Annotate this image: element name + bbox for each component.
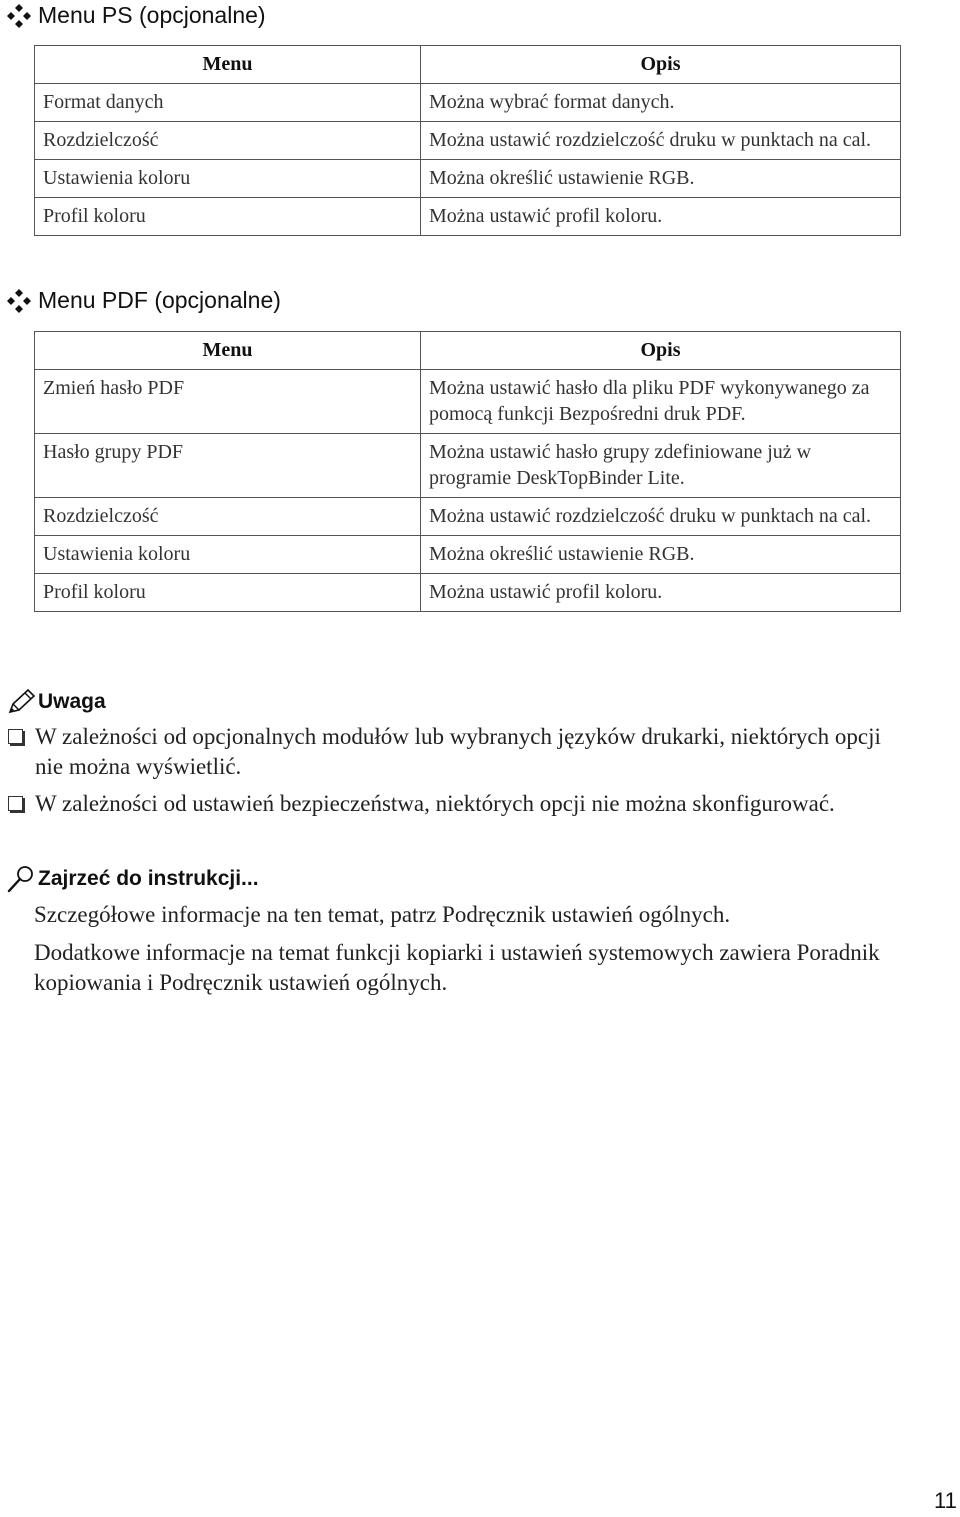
table-row <box>35 370 901 434</box>
opis-cell: Można ustawić hasło dla pliku PDF wykonywanego za pomocą funkcji Bezpośredni druk PDF. <box>421 370 901 434</box>
reference-title: Zajrzeć do instrukcji... <box>38 867 259 890</box>
pdf-menu-table <box>34 331 901 612</box>
pencil-icon <box>6 688 36 716</box>
section-heading-ps <box>6 2 266 29</box>
note-heading <box>6 688 106 716</box>
menu-cell: Zmień hasło PDF <box>35 370 421 434</box>
table-header-row <box>35 46 901 84</box>
opis-cell: Można ustawić rozdzielczość druku w punktach na cal. <box>421 122 901 160</box>
menu-cell: Rozdzielczość <box>35 498 421 536</box>
opis-cell: Można ustawić hasło grupy zdefiniowane już w programie DeskTopBinder Lite. <box>421 434 901 498</box>
table-row <box>35 198 901 236</box>
column-header-menu: Menu <box>35 46 421 84</box>
note-item <box>8 722 908 782</box>
menu-cell: Profil koloru <box>35 574 421 612</box>
section-title: Menu PS (opcjonalne) <box>38 2 266 28</box>
checkbox-icon <box>8 729 23 744</box>
table-row <box>35 122 901 160</box>
checkbox-icon <box>8 796 23 811</box>
menu-cell: Ustawienia koloru <box>35 536 421 574</box>
table-row <box>35 84 901 122</box>
diamond-cluster-icon <box>6 288 32 314</box>
column-header-opis: Opis <box>421 332 901 370</box>
opis-cell: Można ustawić profil koloru. <box>421 198 901 236</box>
note-item <box>8 789 908 819</box>
reference-heading <box>6 864 259 894</box>
table-row <box>35 498 901 536</box>
table-header-row <box>35 332 901 370</box>
reference-paragraph: Szczegółowe informacje na ten temat, patrz Podręcznik ustawień ogólnych. <box>34 902 731 927</box>
magnifier-icon <box>6 864 36 894</box>
opis-cell: Można ustawić profil koloru. <box>421 574 901 612</box>
opis-cell: Można ustawić rozdzielczość druku w punktach na cal. <box>421 498 901 536</box>
menu-cell: Ustawienia koloru <box>35 160 421 198</box>
menu-cell: Profil koloru <box>35 198 421 236</box>
menu-cell: Hasło grupy PDF <box>35 434 421 498</box>
opis-cell: Można wybrać format danych. <box>421 84 901 122</box>
table-row <box>35 536 901 574</box>
opis-cell: Można określić ustawienie RGB. <box>421 160 901 198</box>
reference-paragraph: Dodatkowe informacje na temat funkcji kopiarki i ustawień systemowych zawiera Poradnik kopiowania i Podręcznik ustawień ogólnych. <box>34 940 880 995</box>
note-item-text: W zależności od ustawień bezpieczeństwa, niektórych opcji nie można skonfigurować. <box>35 791 835 816</box>
table-row <box>35 574 901 612</box>
table-row <box>35 434 901 498</box>
page-number: 11 <box>934 1488 957 1513</box>
column-header-opis: Opis <box>421 46 901 84</box>
diamond-cluster-icon <box>6 3 32 29</box>
ps-menu-table <box>34 45 901 236</box>
menu-cell: Format danych <box>35 84 421 122</box>
section-heading-pdf <box>6 287 281 314</box>
note-item-text: W zależności od opcjonalnych modułów lub wybranych języków drukarki, niektórych opcji nie można wyświetlić. <box>35 724 881 779</box>
column-header-menu: Menu <box>35 332 421 370</box>
menu-cell: Rozdzielczość <box>35 122 421 160</box>
section-title: Menu PDF (opcjonalne) <box>38 287 281 313</box>
note-title: Uwaga <box>38 690 106 713</box>
opis-cell: Można określić ustawienie RGB. <box>421 536 901 574</box>
table-row <box>35 160 901 198</box>
